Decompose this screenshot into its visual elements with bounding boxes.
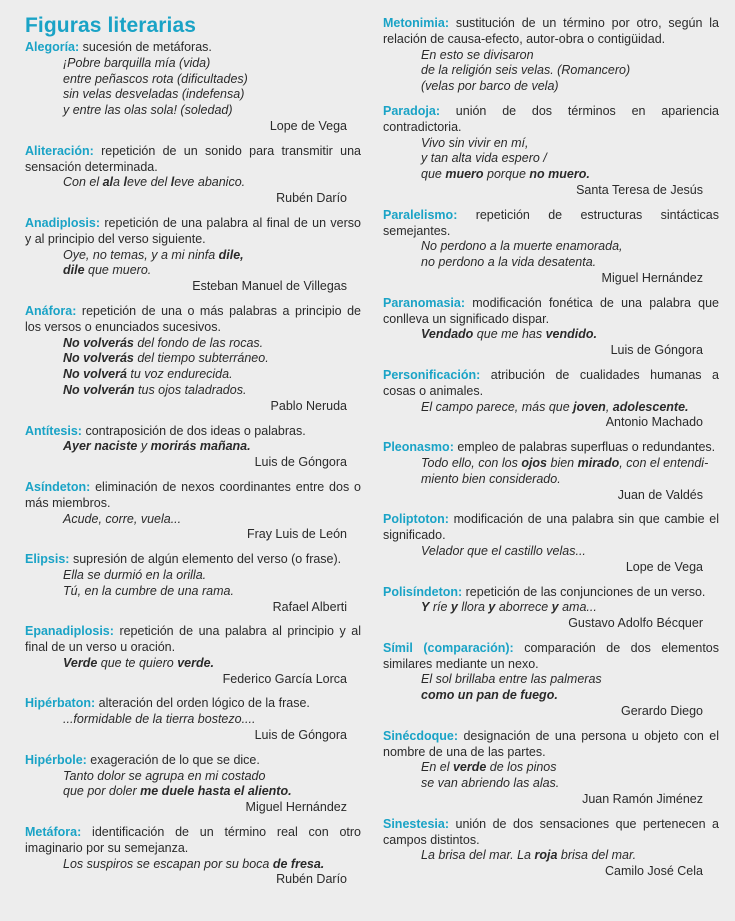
term: Sinestesia xyxy=(383,816,445,831)
definition-text: eliminación de nexos coordinantes entre dos o más miembros. xyxy=(25,479,361,510)
definition-text: designación de una persona u objeto con el nombre de una de las partes. xyxy=(383,728,719,759)
example-line xyxy=(25,336,361,352)
term-colon: : xyxy=(75,40,83,54)
definition xyxy=(383,368,719,400)
author: Santa Teresa de Jesús xyxy=(576,182,703,197)
definition xyxy=(25,696,361,712)
example-text: ...formidable de la tierra bostezo.... xyxy=(63,712,256,727)
term: Personificación xyxy=(383,367,477,382)
author: Gerardo Diego xyxy=(621,704,703,719)
example-text: y xyxy=(137,439,151,454)
definition-text: repetición de estructuras sintácticas semejantes. xyxy=(383,207,719,238)
term-colon: : xyxy=(444,16,456,30)
term-colon: : xyxy=(444,816,456,831)
definition xyxy=(25,552,361,568)
example-emphasis: roja xyxy=(534,848,558,863)
term-colon: : xyxy=(453,207,476,222)
example-emphasis: No volverán xyxy=(63,382,135,397)
term-colon: : xyxy=(435,103,456,118)
term: Pleonasmo xyxy=(383,440,450,455)
definition xyxy=(25,753,361,769)
example-emphasis: No volverás xyxy=(63,335,134,350)
example-text: En esto se divisaron xyxy=(421,47,534,62)
example-line xyxy=(383,167,719,183)
example-line xyxy=(25,656,361,672)
example-line xyxy=(383,239,719,255)
example-text: que xyxy=(421,167,446,182)
author: Juan de Valdés xyxy=(617,487,703,502)
example-text: , con el entendi- xyxy=(619,455,709,470)
example-line xyxy=(383,79,719,95)
author: Antonio Machado xyxy=(605,415,703,430)
example-line xyxy=(383,544,719,560)
definition-text: alteración del orden lógico de la frase. xyxy=(98,696,310,711)
definition xyxy=(25,480,361,512)
example-text: que te quiero xyxy=(97,655,178,670)
entry-sinecdoque xyxy=(383,729,719,808)
term-colon: : xyxy=(453,728,464,743)
term: Paradoja xyxy=(383,103,436,118)
definition-text: unión de dos sensaciones que pertenecen a campos distintos. xyxy=(383,816,720,847)
term-colon: : xyxy=(509,640,525,655)
entry-metafora xyxy=(25,825,361,888)
term: Polisíndeton xyxy=(383,584,458,599)
term-colon: : xyxy=(89,143,102,158)
definition xyxy=(25,624,361,656)
entry-elipsis xyxy=(25,552,361,615)
example-text: No perdono a la muerte enamorada, xyxy=(421,239,623,254)
definition-text: supresión de algún elemento del verso (o frase). xyxy=(72,552,342,567)
term: Metáfora xyxy=(25,825,78,840)
term: Alegoría xyxy=(25,40,76,54)
term: Anadiplosis xyxy=(25,215,96,230)
definition xyxy=(383,641,719,673)
term: Paranomasia xyxy=(383,295,461,310)
definition-text: exageración de lo que se dice. xyxy=(90,752,260,767)
example-emphasis: adolescente. xyxy=(612,399,689,414)
example-emphasis: Ayer naciste xyxy=(63,439,138,454)
example-text: Tú, en la cumbre de una rama. xyxy=(63,583,234,598)
example-text: Los suspiros se escapan por su boca xyxy=(63,856,273,871)
example-line xyxy=(25,784,361,800)
example-text: de la religión seis velas. (Romancero) xyxy=(421,63,631,78)
entry-hiperbaton xyxy=(25,696,361,743)
example-line xyxy=(25,439,361,455)
example-line xyxy=(383,136,719,152)
example-line xyxy=(383,48,719,64)
term-colon: : xyxy=(77,423,86,438)
author: Rubén Darío xyxy=(276,191,347,206)
term: Hipérbaton xyxy=(25,696,91,711)
example-text: Con el xyxy=(63,175,103,190)
entry-poliptoton xyxy=(383,512,719,575)
author: Fray Luis de León xyxy=(246,527,347,542)
example-text: , xyxy=(605,399,613,414)
example-line xyxy=(383,327,719,343)
definition-text: identificación de un término real con otro imaginario por su semejanza. xyxy=(25,825,361,855)
example-text: Ella se durmió en la orilla. xyxy=(63,567,207,582)
example-emphasis: me duele hasta el aliento. xyxy=(140,784,292,799)
author: Lope de Vega xyxy=(625,559,703,574)
entry-metonimia xyxy=(383,16,719,95)
example-line xyxy=(383,63,719,79)
example-emphasis: dile xyxy=(63,263,85,278)
example-line xyxy=(25,383,361,399)
term: Metonimia xyxy=(383,16,445,30)
term: Epanadiplosis xyxy=(25,624,110,639)
example-line xyxy=(383,400,719,416)
entry-paralelismo xyxy=(383,208,719,287)
definition xyxy=(25,40,361,56)
author: Esteban Manuel de Villegas xyxy=(192,279,347,294)
author: Miguel Hernández xyxy=(245,800,347,815)
author: Juan Ramón Jiménez xyxy=(582,792,703,807)
example-line xyxy=(25,72,361,88)
term: Símil (comparación) xyxy=(383,640,510,655)
entry-antitesis xyxy=(25,424,361,471)
term: Hipérbole xyxy=(25,752,83,767)
term-colon: : xyxy=(90,696,99,711)
definition-text: sustitución de un término por otro, según la relación de causa-efecto, autor-obra o contigüidad. xyxy=(383,16,719,46)
example-text: a xyxy=(113,175,124,190)
example-text: se van abriendo las alas. xyxy=(421,776,560,791)
example-line xyxy=(383,776,719,792)
definition xyxy=(383,729,719,761)
term-colon: : xyxy=(449,440,458,455)
example-emphasis: dile, xyxy=(218,247,244,262)
example-text: que me has xyxy=(473,327,546,342)
entry-sinestesia xyxy=(383,817,719,880)
example-line xyxy=(25,568,361,584)
definition-text: unión de dos términos en apariencia contradictoria. xyxy=(383,103,719,134)
term: Paralelismo xyxy=(383,207,454,222)
entry-hiperbole xyxy=(25,753,361,816)
example-emphasis: Y xyxy=(421,600,430,615)
example-emphasis: mirado xyxy=(577,455,620,470)
example-text: no perdono a la vida desatenta. xyxy=(421,255,597,270)
example-text: La brisa del mar. La xyxy=(421,848,535,863)
author: Lope de Vega xyxy=(269,118,347,133)
term-colon: : xyxy=(109,624,120,639)
term-colon: : xyxy=(476,367,491,382)
left-column xyxy=(25,40,361,897)
definition xyxy=(383,440,719,456)
example-text: brisa del mar. xyxy=(557,848,637,863)
example-text: sin velas desveladas (indefensa) xyxy=(63,87,245,102)
example-emphasis: l xyxy=(123,175,127,190)
term-colon: : xyxy=(86,479,96,494)
entry-simil-comparacion xyxy=(383,641,719,720)
example-text: ríe xyxy=(429,600,451,615)
example-text: eve abanico. xyxy=(174,175,246,190)
example-emphasis: vendido. xyxy=(545,327,597,342)
example-emphasis: No volverá xyxy=(63,367,127,382)
term-colon: : xyxy=(458,584,466,599)
definition xyxy=(383,296,719,328)
term: Anáfora xyxy=(25,303,73,318)
entry-polisindeton xyxy=(383,585,719,632)
example-line xyxy=(25,512,361,528)
example-text: entre peñascos rota (dificultades) xyxy=(63,71,248,86)
example-line xyxy=(25,367,361,383)
term-colon: : xyxy=(77,825,93,840)
entry-paradoja xyxy=(383,104,719,199)
author: Miguel Hernández xyxy=(601,270,703,285)
example-text: Tanto dolor se agrupa en mi costado xyxy=(63,768,266,783)
example-line xyxy=(25,351,361,367)
author: Pablo Neruda xyxy=(270,398,347,413)
definition xyxy=(383,16,719,48)
example-line xyxy=(383,255,719,271)
example-text: bien xyxy=(547,455,578,470)
example-line xyxy=(383,456,719,472)
definition-text: sucesión de metáforas. xyxy=(82,40,212,54)
right-column xyxy=(383,16,719,897)
author: Federico García Lorca xyxy=(222,671,347,686)
example-line xyxy=(25,857,361,873)
example-emphasis: y xyxy=(488,600,496,615)
author: Luis de Góngora xyxy=(610,343,703,358)
example-line xyxy=(25,584,361,600)
example-text: llora xyxy=(457,600,489,615)
example-text: aborrece xyxy=(495,600,552,615)
entry-anadiplosis xyxy=(25,216,361,295)
author: Rubén Darío xyxy=(276,872,347,887)
term-colon: : xyxy=(82,752,91,767)
example-text: que muero. xyxy=(84,263,152,278)
example-emphasis: No volverás xyxy=(63,351,134,366)
term: Elipsis xyxy=(25,552,66,567)
term-colon: : xyxy=(95,215,105,230)
example-emphasis: como un pan de fuego. xyxy=(421,688,558,703)
term: Asíndeton xyxy=(25,479,87,494)
term: Aliteración xyxy=(25,143,90,158)
example-line xyxy=(383,151,719,167)
term: Antítesis xyxy=(25,423,78,438)
example-line xyxy=(25,175,361,191)
example-line xyxy=(383,760,719,776)
entry-epanadiplosis xyxy=(25,624,361,687)
example-emphasis: ojos xyxy=(521,455,548,470)
entry-aliteracion xyxy=(25,144,361,207)
definition-text: modificación fonética de una palabra que conlleva un significado dispar. xyxy=(383,295,719,326)
example-line xyxy=(25,248,361,264)
entry-alegoria xyxy=(25,40,361,135)
example-text: miento bien considerado. xyxy=(421,471,561,486)
author: Camilo José Cela xyxy=(605,864,703,879)
example-emphasis: y xyxy=(551,600,559,615)
example-line xyxy=(383,688,719,704)
definition-text: repetición de una o más palabras a principio de los versos o enunciados sucesivos. xyxy=(25,303,361,334)
definition xyxy=(383,512,719,544)
definition xyxy=(25,424,361,440)
example-line xyxy=(383,848,719,864)
entry-asindeton xyxy=(25,480,361,543)
example-emphasis: no muero. xyxy=(529,167,590,182)
example-text: Vivo sin vivir en mí, xyxy=(421,135,529,150)
example-text: Todo ello, con los xyxy=(421,455,522,470)
example-emphasis: verde. xyxy=(177,655,215,670)
example-emphasis: Vendado xyxy=(421,327,474,342)
example-line xyxy=(25,56,361,72)
example-line xyxy=(25,87,361,103)
author: Gustavo Adolfo Bécquer xyxy=(568,616,703,631)
example-text: y tan alta vida espero / xyxy=(421,151,547,166)
page-title: Figuras literarias xyxy=(25,14,197,37)
example-emphasis: l xyxy=(170,175,175,190)
entry-personificacion xyxy=(383,368,719,431)
example-text: porque xyxy=(483,167,530,182)
example-line xyxy=(383,472,719,488)
example-emphasis: morirás mañana. xyxy=(150,439,251,454)
definition xyxy=(383,817,719,849)
term-colon: : xyxy=(444,512,454,527)
term-colon: : xyxy=(72,303,82,318)
term: Sinécdoque xyxy=(383,728,454,743)
example-line xyxy=(25,769,361,785)
example-text: El campo parece, más que xyxy=(421,399,574,414)
definition-text: atribución de cualidades humanas a cosas o animales. xyxy=(383,367,719,398)
example-line xyxy=(383,600,719,616)
example-text: Velador que el castillo velas... xyxy=(421,543,586,558)
entry-pleonasmo xyxy=(383,440,719,503)
example-text: ama... xyxy=(558,600,597,615)
example-emphasis: de fresa. xyxy=(272,856,325,871)
example-text: y entre las olas sola! (soledad) xyxy=(63,103,233,118)
definition xyxy=(25,304,361,336)
definition-text: repetición de un sonido para transmitir una sensación determinada. xyxy=(25,143,361,174)
example-text: del tiempo subterráneo. xyxy=(133,351,269,366)
definition xyxy=(383,208,719,240)
example-emphasis: y xyxy=(450,600,458,615)
example-text: (velas por barco de vela) xyxy=(421,79,559,94)
definition xyxy=(25,216,361,248)
definition-text: repetición de las conjunciones de un verso. xyxy=(465,584,706,599)
example-emphasis: joven xyxy=(573,399,606,414)
author: Luis de Góngora xyxy=(254,728,347,743)
example-line xyxy=(383,672,719,688)
entry-anafora xyxy=(25,304,361,415)
example-text: de los pinos xyxy=(486,760,557,775)
example-text: tu voz endurecida. xyxy=(126,367,233,382)
example-emphasis: al xyxy=(102,175,114,190)
term-colon: : xyxy=(65,552,73,567)
example-emphasis: verde xyxy=(452,760,487,775)
example-text: tus ojos taladrados. xyxy=(134,382,247,397)
example-text: del fondo de las rocas. xyxy=(133,335,264,350)
definition xyxy=(383,104,719,136)
example-text: eve del xyxy=(126,175,171,190)
author: Rafael Alberti xyxy=(272,599,347,614)
example-text: que por doler xyxy=(63,784,141,799)
term-colon: : xyxy=(460,295,473,310)
example-emphasis: Verde xyxy=(63,655,98,670)
definition xyxy=(25,825,361,857)
definition xyxy=(25,144,361,176)
example-emphasis: muero xyxy=(445,167,484,182)
entry-paranomasia xyxy=(383,296,719,359)
definition-text: comparación de dos elementos similares mediante un nexo. xyxy=(383,640,719,671)
example-line xyxy=(25,712,361,728)
definition xyxy=(383,585,719,601)
author: Luis de Góngora xyxy=(254,455,347,470)
definition-text: repetición de una palabra al principio y al final de un verso u oración. xyxy=(25,624,361,655)
definition-text: empleo de palabras superfluas o redundantes. xyxy=(457,440,716,455)
definition-text: repetición de una palabra al final de un verso y al principio del verso siguiente. xyxy=(25,215,361,246)
example-text: Oye, no temas, y a mi ninfa xyxy=(63,247,219,262)
example-text: En el xyxy=(421,760,453,775)
example-text: Acude, corre, vuela... xyxy=(63,511,182,526)
example-text: El sol brillaba entre las palmeras xyxy=(421,672,602,687)
example-text: ¡Pobre barquilla mía (vida) xyxy=(63,55,211,70)
example-line xyxy=(25,263,361,279)
example-line xyxy=(25,103,361,119)
term: Poliptoton xyxy=(383,512,445,527)
definition-text: contraposición de dos ideas o palabras. xyxy=(85,423,306,438)
definition-text: modificación de una palabra sin que cambie el significado. xyxy=(383,512,720,543)
